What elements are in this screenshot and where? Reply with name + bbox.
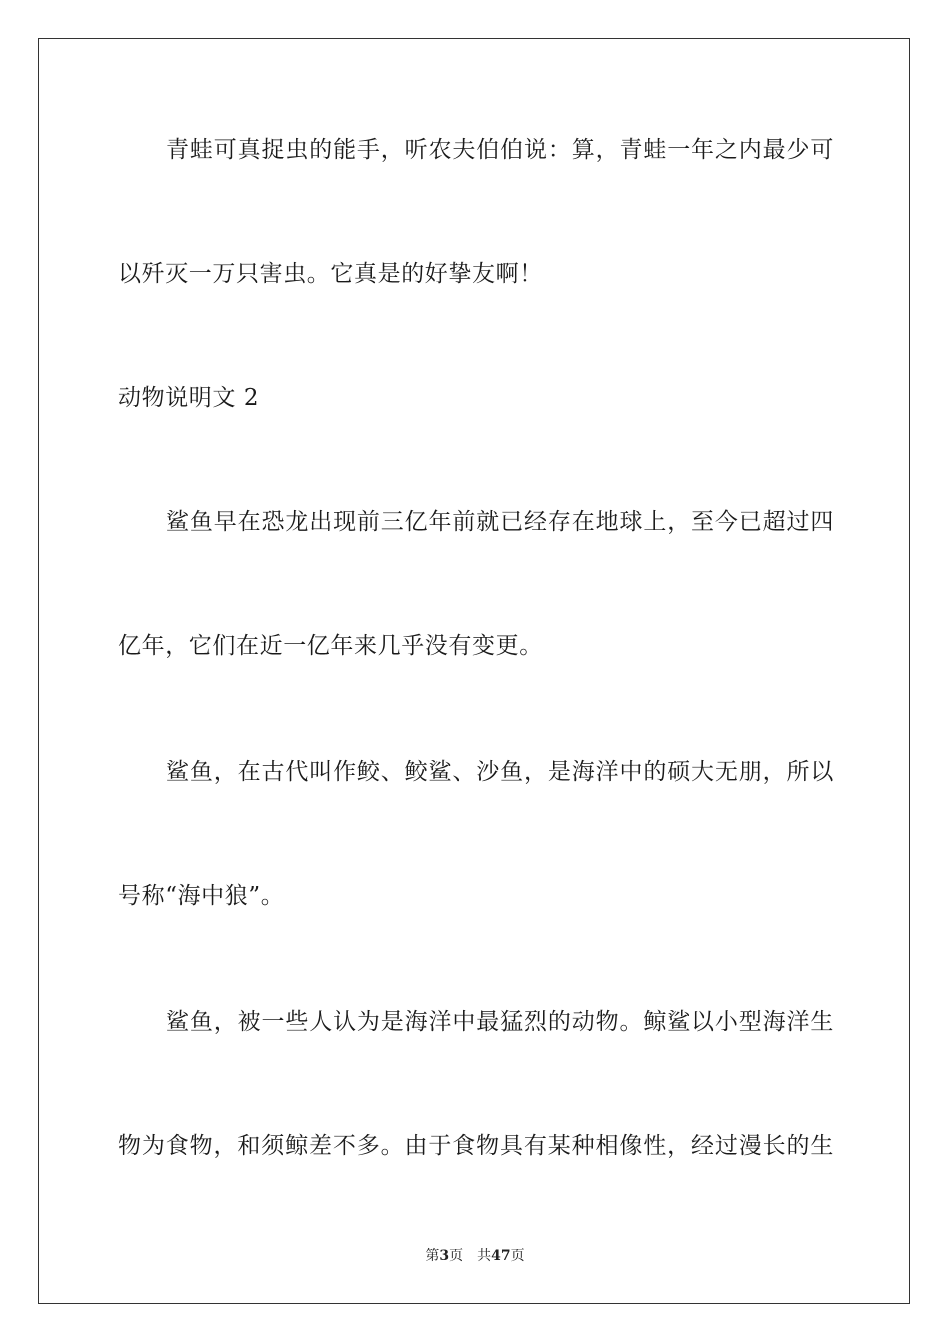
footer-total-suffix: 页 — [510, 1248, 525, 1264]
paragraph-line-2: 以歼灭一万只害虫。它真是的好挚友啊！ — [118, 261, 543, 287]
paragraph-line-5: 鲨鱼，在古代叫作鲛、鲛鲨、沙鱼，是海洋中的硕大无朋，所以 — [166, 759, 834, 785]
footer-page-number: 3 — [439, 1248, 450, 1264]
footer-page-prefix: 第 — [425, 1248, 440, 1264]
page-footer — [0, 1247, 950, 1265]
footer-page-suffix: 页 — [449, 1248, 464, 1264]
section-heading: 动物说明文 2 — [118, 385, 260, 411]
paragraph-line-8: 物为食物，和须鲸差不多。由于食物具有某种相像性，经过漫长的生 — [118, 1133, 834, 1159]
footer-total-prefix: 共 — [477, 1248, 492, 1264]
paragraph-line-1: 青蛙可真捉虫的能手，听农夫伯伯说：算，青蛙一年之内最少可 — [166, 137, 834, 163]
page-border — [38, 38, 910, 1304]
paragraph-line-7: 鲨鱼，被一些人认为是海洋中最猛烈的动物。鲸鲨以小型海洋生 — [166, 1009, 834, 1035]
footer-total-pages: 47 — [491, 1248, 511, 1264]
paragraph-line-3: 鲨鱼早在恐龙出现前三亿年前就已经存在地球上，至今已超过四 — [166, 509, 834, 535]
paragraph-line-6: 号称“海中狼”。 — [118, 883, 285, 909]
paragraph-line-4: 亿年，它们在近一亿年来几乎没有变更。 — [118, 633, 543, 659]
